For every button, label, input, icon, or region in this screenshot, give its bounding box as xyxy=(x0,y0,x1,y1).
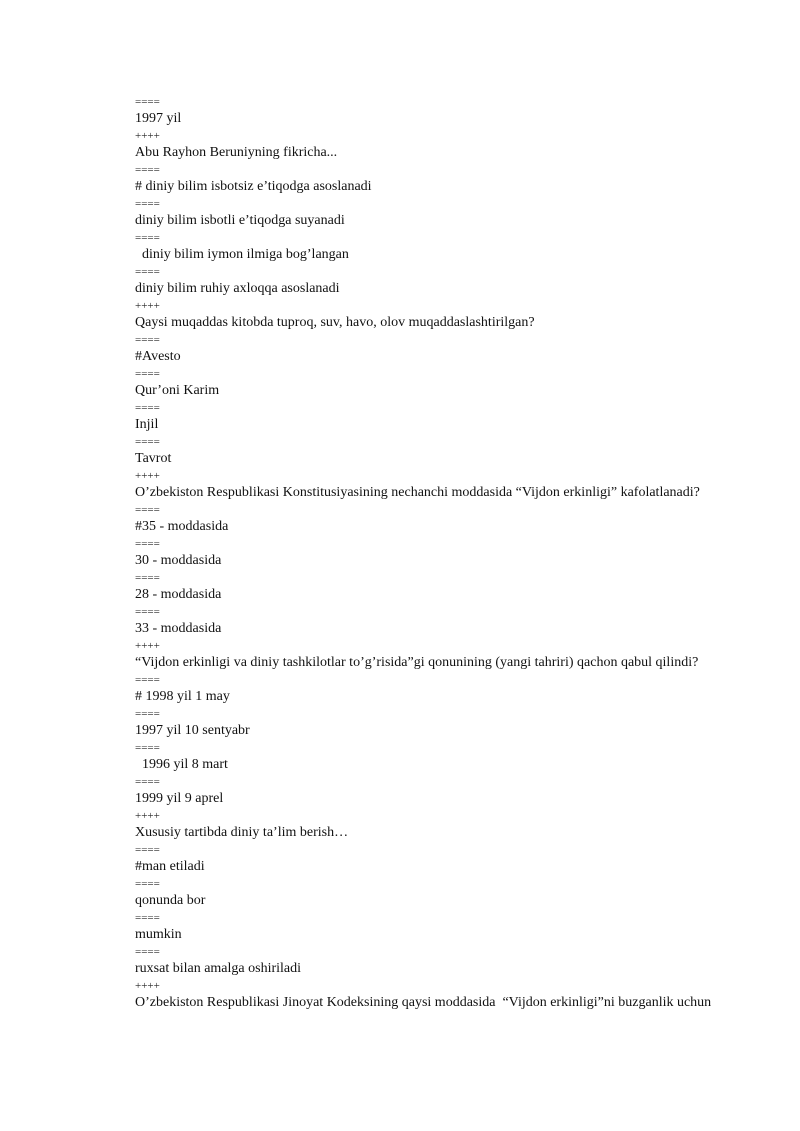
text-line: ruxsat bilan amalga oshiriladi xyxy=(135,961,302,976)
separator-line: ++++ xyxy=(135,130,160,142)
separator-line: ==== xyxy=(135,402,160,414)
separator-line: ==== xyxy=(135,878,160,890)
text-line: #35 - moddasida xyxy=(135,519,229,534)
separator-line: ==== xyxy=(135,538,160,550)
separator-line: ==== xyxy=(135,912,160,924)
separator-line: ++++ xyxy=(135,300,160,312)
text-line: 33 - moddasida xyxy=(135,621,222,636)
separator-line: ==== xyxy=(135,436,160,448)
document-content xyxy=(135,96,760,1014)
text-line: #man etiladi xyxy=(135,859,205,874)
text-line: qonunda bor xyxy=(135,893,206,908)
text-line: mumkin xyxy=(135,927,182,942)
text-line: # 1998 yil 1 may xyxy=(135,689,230,704)
text-line: Abu Rayhon Beruniyning fikricha... xyxy=(135,145,338,160)
separator-line: ++++ xyxy=(135,470,160,482)
text-line: #Avesto xyxy=(135,349,181,364)
text-line: diniy bilim iymon ilmiga bog’langan xyxy=(135,247,349,262)
separator-line: ==== xyxy=(135,606,160,618)
separator-line: ++++ xyxy=(135,810,160,822)
separator-line: ==== xyxy=(135,232,160,244)
separator-line: ==== xyxy=(135,368,160,380)
text-line: O’zbekiston Respublikasi Konstitusiyasining nechanchi moddasida “Vijdon erkinligi” kafolatlanadi? xyxy=(135,485,700,500)
separator-line: ++++ xyxy=(135,640,160,652)
separator-line: ==== xyxy=(135,776,160,788)
text-line: Injil xyxy=(135,417,159,432)
separator-line: ==== xyxy=(135,96,160,108)
separator-line: ==== xyxy=(135,674,160,686)
text-line: diniy bilim ruhiy axloqqa asoslanadi xyxy=(135,281,340,296)
text-line: 1997 yil 10 sentyabr xyxy=(135,723,250,738)
separator-line: ==== xyxy=(135,164,160,176)
text-line: Xususiy tartibda diniy ta’lim berish… xyxy=(135,825,349,840)
text-line: 28 - moddasida xyxy=(135,587,222,602)
text-line: diniy bilim isbotli e’tiqodga suyanadi xyxy=(135,213,345,228)
separator-line: ==== xyxy=(135,334,160,346)
separator-line: ==== xyxy=(135,742,160,754)
text-line: 1996 yil 8 mart xyxy=(135,757,228,772)
separator-line: ==== xyxy=(135,266,160,278)
separator-line: ==== xyxy=(135,946,160,958)
separator-line: ==== xyxy=(135,844,160,856)
text-line: Qur’oni Karim xyxy=(135,383,220,398)
text-line: “Vijdon erkinligi va diniy tashkilotlar to’g’risida”gi qonunining (yangi tahriri) qachon qabul qilindi? xyxy=(135,655,699,670)
separator-line: ==== xyxy=(135,572,160,584)
separator-line: ==== xyxy=(135,708,160,720)
text-line: 30 - moddasida xyxy=(135,553,222,568)
text-line: 1999 yil 9 aprel xyxy=(135,791,224,806)
separator-line: ++++ xyxy=(135,980,160,992)
separator-line: ==== xyxy=(135,198,160,210)
text-line: Tavrot xyxy=(135,451,172,466)
text-line: # diniy bilim isbotsiz e’tiqodga asoslanadi xyxy=(135,179,372,194)
separator-line: ==== xyxy=(135,504,160,516)
text-line: 1997 yil xyxy=(135,111,182,126)
text-line: Qaysi muqaddas kitobda tuproq, suv, havo, olov muqaddaslashtirilgan? xyxy=(135,315,535,330)
text-line: O’zbekiston Respublikasi Jinoyat Kodeksining qaysi moddasida “Vijdon erkinligi”ni buzganlik uchun xyxy=(135,995,712,1010)
